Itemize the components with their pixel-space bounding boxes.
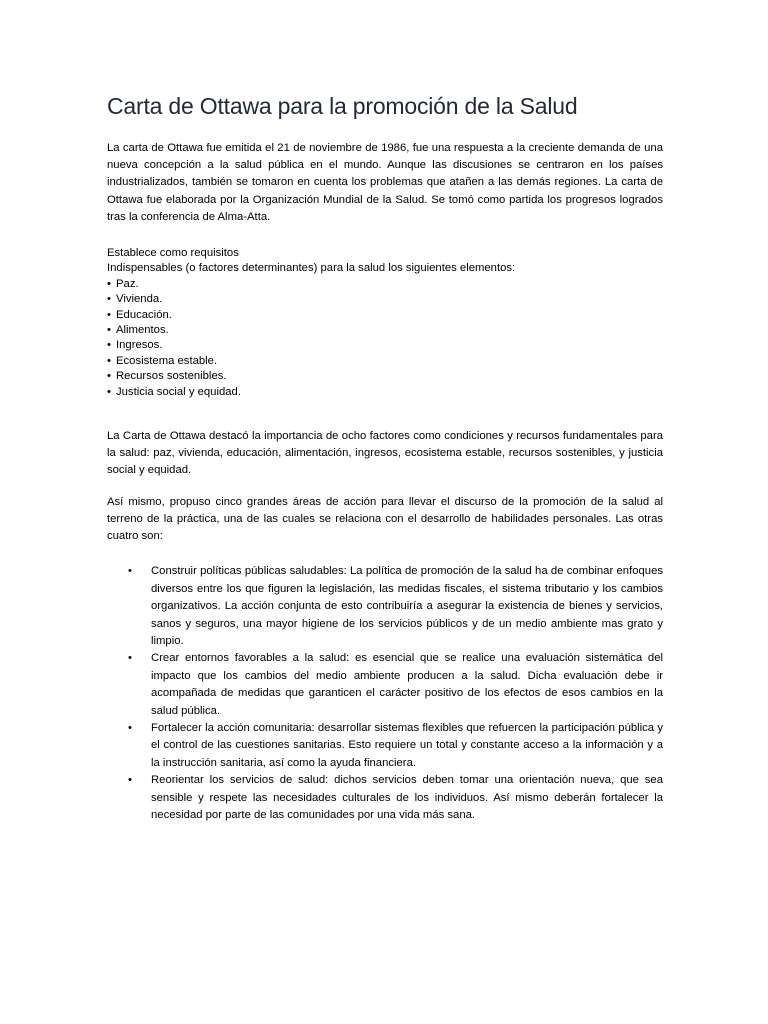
list-item (107, 385, 663, 400)
document-title: Carta de Ottawa para la promoción de la Salud (107, 93, 578, 119)
requisites-subheading: Indispensables (o factores determinantes) para la salud los siguientes elementos: (107, 262, 516, 275)
list-item (107, 650, 663, 720)
requisite-text: Alimentos. (116, 324, 169, 337)
list-item (107, 354, 663, 369)
bullet-icon: • (128, 565, 132, 578)
list-item (107, 772, 663, 824)
list-item (107, 338, 663, 353)
action-areas-list (107, 563, 663, 824)
requisite-text: Paz. (116, 277, 139, 290)
requisite-text: Educación. (116, 308, 172, 321)
requisites-heading: Establece como requisitos (107, 247, 239, 260)
bullet-icon: • (107, 324, 111, 337)
intro-paragraph: La carta de Ottawa fue emitida el 21 de noviembre de 1986, fue una respuesta a la creciente demanda de una nueva concepción a la salud pública en el mundo. Aunque las discusiones se centraron en los países industrializados, también se tomaron en cuenta los problemas que atañen a las demás regiones. La carta de Ottawa fue elaborada por la Organización Mundial de la Salud. Se tomó como partida los progresos logrados tras la conferencia de Alma-Atta. (107, 142, 663, 223)
bullet-icon: • (128, 774, 132, 787)
areas-paragraph: Así mismo, propuso cinco grandes áreas de acción para llevar el discurso de la promoción de la salud al terreno de la práctica, una de las cuales se relaciona con el desarrollo de habilidades personales. Las otras cuatro son: (107, 495, 663, 543)
list-item (107, 277, 663, 292)
list-item (107, 369, 663, 384)
action-area-text: Fortalecer la acción comunitaria: desarrollar sistemas flexibles que refuercen la participación pública y el control de las cuestiones sanitarias. Esto requiere un total y constante acceso a la información y a la instrucción sanitaria, así como la ayuda financiera. (151, 721, 663, 769)
bullet-icon: • (107, 308, 111, 321)
list-item (107, 323, 663, 338)
bullet-icon: • (107, 293, 111, 306)
action-area-text: Crear entornos favorables a la salud: es esencial que se realice una evaluación sistemática del impacto que los cambios del medio ambiente producen a la salud. Dicha evaluación debe ir acompañada de medidas que garanticen el carácter positivo de los efectos de esos cambios en la salud pública. (151, 652, 663, 717)
action-area-text: Reorientar los servicios de salud: dichos servicios deben tomar una orientación nueva, que sea sensible y respete las necesidades culturales de los individuos. Así mismo deberán fortalecer la necesidad por parte de las comunidades por una vida más sana. (151, 774, 663, 821)
requisite-text: Ecosistema estable. (116, 354, 218, 367)
requisite-text: Vivienda. (116, 293, 163, 306)
requisites-list (107, 277, 663, 400)
bullet-icon: • (107, 339, 111, 352)
list-item (107, 308, 663, 323)
requisite-text: Recursos sostenibles. (116, 370, 227, 383)
bullet-icon: • (107, 370, 111, 383)
factors-paragraph: La Carta de Ottawa destacó la importancia de ocho factores como condiciones y recursos fundamentales para la salud: paz, vivienda, educación, alimentación, ingresos, ecosistema estable, recursos sostenibles, y justicia social y equidad. (107, 430, 663, 477)
list-item (107, 720, 663, 772)
bullet-icon: • (107, 277, 111, 290)
requisite-text: Ingresos. (116, 339, 163, 352)
bullet-icon: • (107, 385, 111, 398)
bullet-icon: • (128, 652, 132, 665)
list-item (107, 563, 663, 650)
list-item (107, 292, 663, 307)
bullet-icon: • (128, 721, 132, 734)
action-area-text: Construir políticas públicas saludables: La política de promoción de la salud ha de combinar enfoques diversos entre los que figuren la legislación, las medidas fiscales, el sistema tributario y los cambios organizativos. La acción conjunta de esto contribuiría a asegurar la existencia de bienes y servicios, sanos y seguros, una mayor higiene de los servicios públicos y de un medio ambiente mas grato y limpio. (151, 565, 663, 647)
requisite-text: Justicia social y equidad. (116, 385, 241, 398)
bullet-icon: • (107, 354, 111, 367)
document-page (107, 92, 663, 824)
